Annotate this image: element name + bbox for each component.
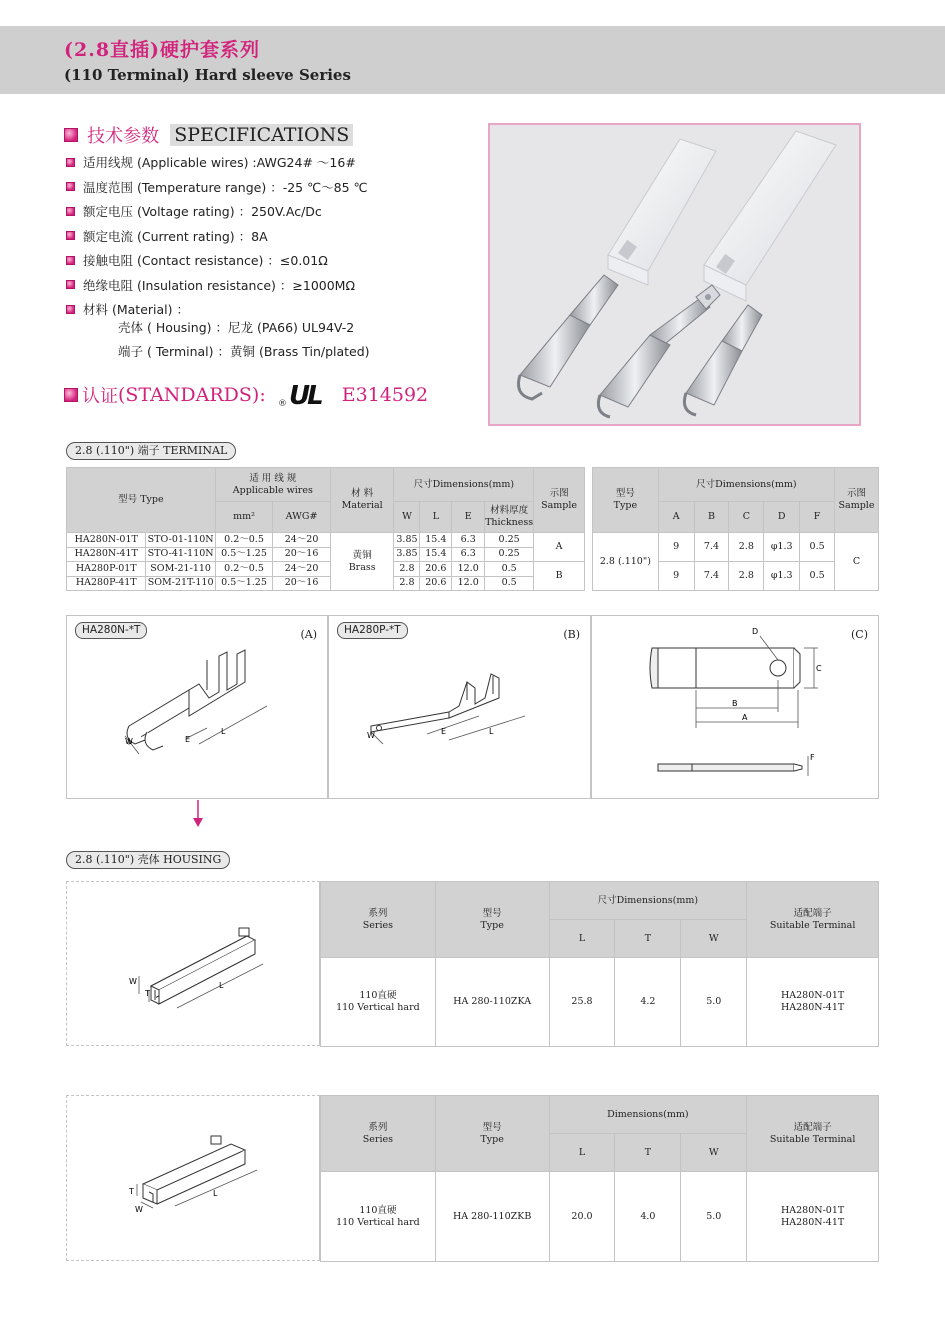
material-housing: 壳体 ( Housing) ：尼龙 (PA66) UL94V-2 xyxy=(118,320,355,335)
header-mm2: mm² xyxy=(215,502,272,533)
spec-item xyxy=(66,175,466,200)
housing-sleeve-image xyxy=(704,131,836,301)
cell-alt: SOM-21-110 xyxy=(146,562,215,577)
spec-item xyxy=(66,150,466,175)
header-t: T xyxy=(615,1134,681,1172)
terminal-female-image xyxy=(519,275,619,399)
drawing-c-corner: (C) xyxy=(851,628,868,641)
table-row xyxy=(67,576,585,591)
cell-f: 0.5 xyxy=(800,562,835,591)
svg-text:B: B xyxy=(732,699,738,708)
bullet-square-icon xyxy=(66,305,75,314)
header-l: L xyxy=(549,1134,615,1172)
cell-type: HA 280-110ZKB xyxy=(435,1172,549,1262)
spec-item xyxy=(66,224,466,249)
spec-item-text: 适用线规 (Applicable wires) :AWG24# ～16# xyxy=(83,155,356,171)
spec-item xyxy=(66,273,466,298)
cell-w: 5.0 xyxy=(681,1172,747,1262)
header-suitable-terminal: 适配端子 Suitable Terminal xyxy=(747,882,879,958)
header-type: 型号 Type xyxy=(435,1096,549,1172)
cell-mm2: 0.5～1.25 xyxy=(215,576,272,591)
bullet-square-icon xyxy=(66,207,75,216)
cell-b: 7.4 xyxy=(694,562,729,591)
svg-text:L: L xyxy=(221,727,226,736)
cell-e: 6.3 xyxy=(452,533,485,548)
cell-l: 15.4 xyxy=(420,533,452,548)
cell-material: 黄铜 Brass xyxy=(330,533,394,591)
drawing-b xyxy=(328,615,591,799)
bullet-square-icon xyxy=(66,231,75,240)
cell-mm2: 0.2～0.5 xyxy=(215,562,272,577)
housing-sleeve-drawing xyxy=(143,1136,245,1204)
cell-a: 9 xyxy=(658,562,694,591)
terminal-section-label: 2.8 (.110") 端子 TERMINAL xyxy=(66,442,236,460)
header-b: B xyxy=(694,502,729,533)
cell-awg: 24～20 xyxy=(273,533,331,548)
cell-awg: 24～20 xyxy=(273,562,331,577)
drawing-a-corner: (A) xyxy=(300,628,317,641)
cell-sample: B xyxy=(534,562,585,591)
table-row xyxy=(67,533,585,548)
cell-e: 12.0 xyxy=(452,562,485,577)
housing-sleeve-image xyxy=(608,139,716,285)
bullet-square-icon xyxy=(64,128,78,142)
housing-table-1 xyxy=(320,881,879,1047)
svg-text:L: L xyxy=(213,1189,218,1198)
cell-w: 2.8 xyxy=(394,576,420,591)
housing-table-2 xyxy=(320,1095,879,1262)
cell-l: 25.8 xyxy=(549,958,615,1047)
cell-thickness: 0.5 xyxy=(485,576,534,591)
spec-item-text: 温度范围 (Temperature range) ：-25 ℃～85 ℃ xyxy=(83,179,368,195)
svg-text:D: D xyxy=(752,627,759,636)
svg-text:W: W xyxy=(135,1205,143,1214)
header-dimensions: 尺寸Dimensions(mm) xyxy=(549,882,747,920)
cell-d: φ1.3 xyxy=(764,562,800,591)
cell-thickness: 0.5 xyxy=(485,562,534,577)
header-series: 系列 Series xyxy=(321,1096,436,1172)
spec-heading-cn: 技术参数 xyxy=(87,126,160,147)
cell-w: 2.8 xyxy=(394,562,420,577)
page-title-cn: (2.8直插)硬护套系列 xyxy=(64,39,261,61)
header-type: 型号 Type xyxy=(67,468,216,533)
cell-awg: 20～16 xyxy=(273,576,331,591)
svg-text:T: T xyxy=(129,1187,134,1196)
header-w: W xyxy=(681,920,747,958)
svg-text:E: E xyxy=(441,727,447,736)
cell-sample: C xyxy=(835,533,879,591)
spec-item-text: 绝缘电阻 (Insulation resistance) ：≥1000MΩ xyxy=(83,277,356,293)
svg-text:W: W xyxy=(125,737,133,746)
housing-section-label: 2.8 (.110") 壳体 HOUSING xyxy=(66,851,230,869)
cell-c: 2.8 xyxy=(729,562,764,591)
svg-text:L: L xyxy=(219,981,224,990)
cell-awg: 20～16 xyxy=(273,547,331,562)
header-e: E xyxy=(452,502,485,533)
cell-thickness: 0.25 xyxy=(485,547,534,562)
spec-item-text: 额定电流 (Current rating) ：8A xyxy=(83,228,268,244)
table-row xyxy=(321,958,879,1047)
svg-text:L: L xyxy=(489,727,494,736)
spec-item xyxy=(66,248,466,273)
header-w: W xyxy=(681,1134,747,1172)
svg-text:T: T xyxy=(145,989,150,998)
header-dimensions: Dimensions(mm) xyxy=(549,1096,747,1134)
header-thickness: 材料厚度 Thickness xyxy=(485,502,534,533)
header-awg: AWG# xyxy=(273,502,331,533)
spec-item-text: 接触电阻 (Contact resistance) ：≤0.01Ω xyxy=(83,253,328,269)
header-type: 型号 Type xyxy=(593,468,659,533)
svg-text:E: E xyxy=(185,735,191,744)
ul-certification-icon xyxy=(276,380,328,410)
bullet-square-icon xyxy=(66,280,75,289)
svg-text:®: ® xyxy=(277,399,287,409)
header-type: 型号 Type xyxy=(435,882,549,958)
cell-a: 9 xyxy=(658,533,694,562)
header-material: 材 料 Material xyxy=(330,468,394,533)
terminal-table-1 xyxy=(66,467,585,591)
cell-alt: STO-01-110N xyxy=(146,533,215,548)
spec-item xyxy=(66,199,466,224)
header-dimensions: 尺寸Dimensions(mm) xyxy=(658,468,834,502)
svg-text:W: W xyxy=(367,731,375,740)
cell-b: 7.4 xyxy=(694,533,729,562)
table-row xyxy=(67,547,585,562)
svg-text:C: C xyxy=(816,664,822,673)
cell-thickness: 0.25 xyxy=(485,533,534,548)
cell-d: φ1.3 xyxy=(764,533,800,562)
header-c: C xyxy=(729,502,764,533)
terminal-male-drawing xyxy=(371,674,499,732)
header-band xyxy=(0,26,945,94)
svg-text:UL: UL xyxy=(288,381,321,410)
spec-item-text: 额定电压 (Voltage rating) ：250V.Ac/Dc xyxy=(83,204,322,220)
spec-list xyxy=(66,150,466,322)
down-arrow-icon xyxy=(190,800,206,828)
standards-label-cn: 认证 xyxy=(82,386,118,407)
cell-sample: A xyxy=(534,533,585,562)
standards-number: E314592 xyxy=(341,384,429,406)
cell-l: 15.4 xyxy=(420,547,452,562)
header-series: 系列 Series xyxy=(321,882,436,958)
bullet-square-icon xyxy=(64,388,78,402)
header-l: L xyxy=(420,502,452,533)
cell-t: 4.2 xyxy=(615,958,681,1047)
svg-text:W: W xyxy=(129,977,137,986)
bullet-square-icon xyxy=(66,182,75,191)
tab-side-view-drawing xyxy=(658,764,802,771)
cell-t: 4.0 xyxy=(615,1172,681,1262)
cell-suitable-terminal: HA280N-01T HA280N-41T xyxy=(747,1172,879,1262)
cell-alt: SOM-21T-110 xyxy=(146,576,215,591)
spec-item-text: 材料 (Material) ： xyxy=(83,302,189,318)
cell-l: 20.0 xyxy=(549,1172,615,1262)
cell-series: 110直硬 110 Vertical hard xyxy=(321,1172,436,1262)
cell-e: 12.0 xyxy=(452,576,485,591)
table-row xyxy=(593,533,879,562)
drawing-a xyxy=(66,615,328,799)
cell-type: HA280P-41T xyxy=(67,576,146,591)
housing-drawing-a xyxy=(66,881,320,1046)
cell-type: HA280N-01T xyxy=(67,533,146,548)
header-sample: 示图 Sample xyxy=(835,468,879,533)
cell-w: 5.0 xyxy=(681,958,747,1047)
header-l: L xyxy=(549,920,615,958)
spec-heading-en: SPECIFICATIONS xyxy=(170,124,353,146)
cell-l: 20.6 xyxy=(420,562,452,577)
cell-w: 3.85 xyxy=(394,547,420,562)
header-w: W xyxy=(394,502,420,533)
bullet-square-icon xyxy=(66,256,75,265)
cell-suitable-terminal: HA280N-01T HA280N-41T xyxy=(747,958,879,1047)
header-suitable-terminal: 适配端子 Suitable Terminal xyxy=(747,1096,879,1172)
housing-sleeve-drawing xyxy=(151,928,255,1004)
drawing-b-tag: HA280P-*T xyxy=(337,622,408,639)
cell-w: 3.85 xyxy=(394,533,420,548)
svg-text:A: A xyxy=(742,713,748,722)
standards-label-en: (STANDARDS): xyxy=(118,384,266,406)
header-t: T xyxy=(615,920,681,958)
specifications-heading xyxy=(64,122,353,146)
product-photo xyxy=(488,123,861,426)
cell-e: 6.3 xyxy=(452,547,485,562)
terminal-table-2 xyxy=(592,467,879,591)
cell-type: HA280P-01T xyxy=(67,562,146,577)
table-row xyxy=(321,1172,879,1262)
cell-type: HA 280-110ZKA xyxy=(435,958,549,1047)
cell-mm2: 0.2～0.5 xyxy=(215,533,272,548)
tab-top-view-drawing xyxy=(650,648,800,688)
housing-drawing-b xyxy=(66,1095,320,1261)
standards-line xyxy=(64,380,428,410)
cell-type: 2.8 (.110") xyxy=(593,533,659,591)
cell-c: 2.8 xyxy=(729,533,764,562)
bullet-square-icon xyxy=(66,158,75,167)
cell-alt: STO-41-110N xyxy=(146,547,215,562)
drawing-c xyxy=(591,615,879,799)
cell-l: 20.6 xyxy=(420,576,452,591)
drawing-a-tag: HA280N-*T xyxy=(75,622,147,639)
terminal-female-image xyxy=(684,305,762,415)
svg-text:F: F xyxy=(810,753,815,762)
header-f: F xyxy=(800,502,835,533)
cell-series: 110直硬 110 Vertical hard xyxy=(321,958,436,1047)
table-row xyxy=(67,562,585,577)
header-wires: 适 用 线 规 Applicable wires xyxy=(215,468,330,502)
header-sample: 示图 Sample xyxy=(534,468,585,533)
cell-type: HA280N-41T xyxy=(67,547,146,562)
cell-f: 0.5 xyxy=(800,533,835,562)
page-title-en: (110 Terminal) Hard sleeve Series xyxy=(64,66,351,84)
header-a: A xyxy=(658,502,694,533)
material-terminal: 端子 ( Terminal) ：黄铜 (Brass Tin/plated) xyxy=(118,344,370,359)
header-d: D xyxy=(764,502,800,533)
cell-mm2: 0.5～1.25 xyxy=(215,547,272,562)
drawing-b-corner: (B) xyxy=(563,628,580,641)
header-dimensions: 尺寸Dimensions(mm) xyxy=(394,468,534,502)
